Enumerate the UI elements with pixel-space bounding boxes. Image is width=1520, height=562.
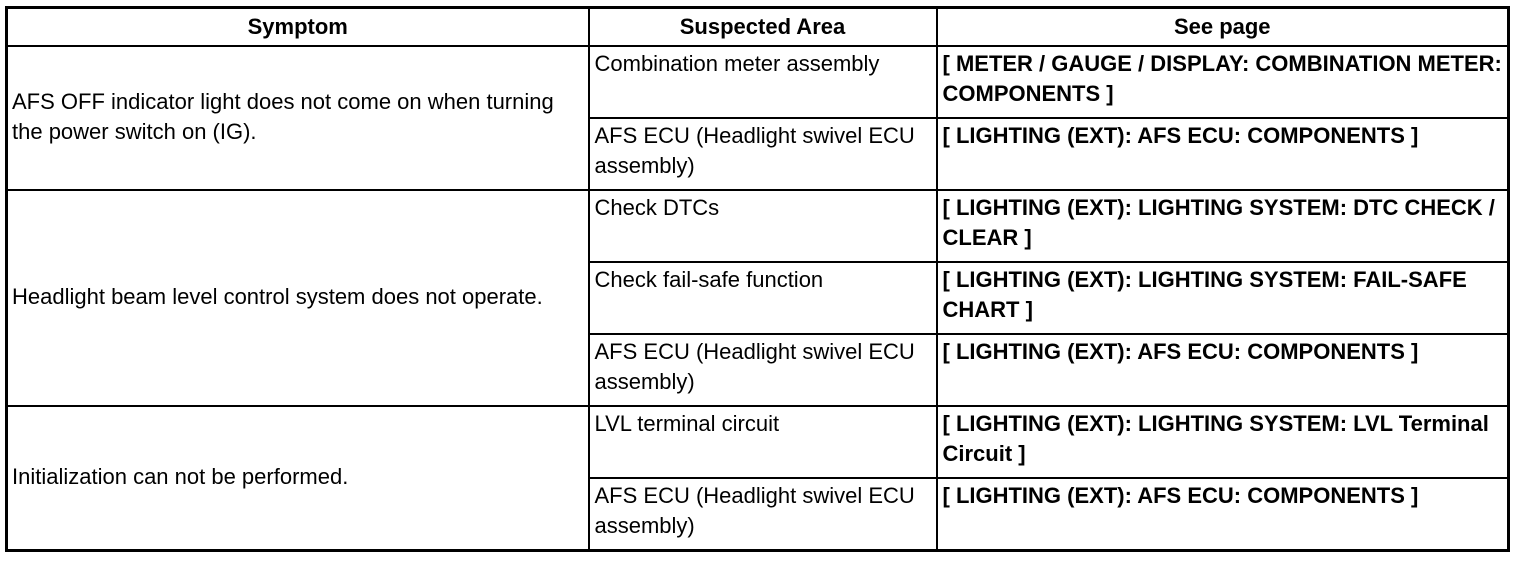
- table-row: [7, 46, 1509, 118]
- table-row: [7, 406, 1509, 478]
- suspected-area-cell: Check DTCs: [589, 190, 937, 262]
- suspected-area-cell: LVL terminal circuit: [589, 406, 937, 478]
- see-page-reference[interactable]: [ LIGHTING (EXT): AFS ECU: COMPONENTS ]: [937, 478, 1509, 550]
- header-row: [7, 8, 1509, 47]
- suspected-area-cell: AFS ECU (Headlight swivel ECU assembly): [589, 118, 937, 190]
- suspected-area-cell: AFS ECU (Headlight swivel ECU assembly): [589, 334, 937, 406]
- see-page-reference[interactable]: [ LIGHTING (EXT): LIGHTING SYSTEM: DTC CHECK / CLEAR ]: [937, 190, 1509, 262]
- symptom-cell: Initialization can not be performed.: [7, 406, 589, 550]
- see-page-reference[interactable]: [ LIGHTING (EXT): LIGHTING SYSTEM: FAIL-SAFE CHART ]: [937, 262, 1509, 334]
- see-page-reference[interactable]: [ LIGHTING (EXT): LIGHTING SYSTEM: LVL Terminal Circuit ]: [937, 406, 1509, 478]
- suspected-area-cell: Combination meter assembly: [589, 46, 937, 118]
- suspected-area-cell: Check fail-safe function: [589, 262, 937, 334]
- header-see-page: See page: [937, 8, 1509, 47]
- symptom-cell: AFS OFF indicator light does not come on when turning the power switch on (IG).: [7, 46, 589, 190]
- header-symptom: Symptom: [7, 8, 589, 47]
- see-page-reference[interactable]: [ METER / GAUGE / DISPLAY: COMBINATION METER: COMPONENTS ]: [937, 46, 1509, 118]
- table-row: [7, 190, 1509, 262]
- see-page-reference[interactable]: [ LIGHTING (EXT): AFS ECU: COMPONENTS ]: [937, 334, 1509, 406]
- symptom-table: [5, 6, 1510, 552]
- suspected-area-cell: AFS ECU (Headlight swivel ECU assembly): [589, 478, 937, 550]
- see-page-reference[interactable]: [ LIGHTING (EXT): AFS ECU: COMPONENTS ]: [937, 118, 1509, 190]
- symptom-cell: Headlight beam level control system does not operate.: [7, 190, 589, 406]
- header-suspected-area: Suspected Area: [589, 8, 937, 47]
